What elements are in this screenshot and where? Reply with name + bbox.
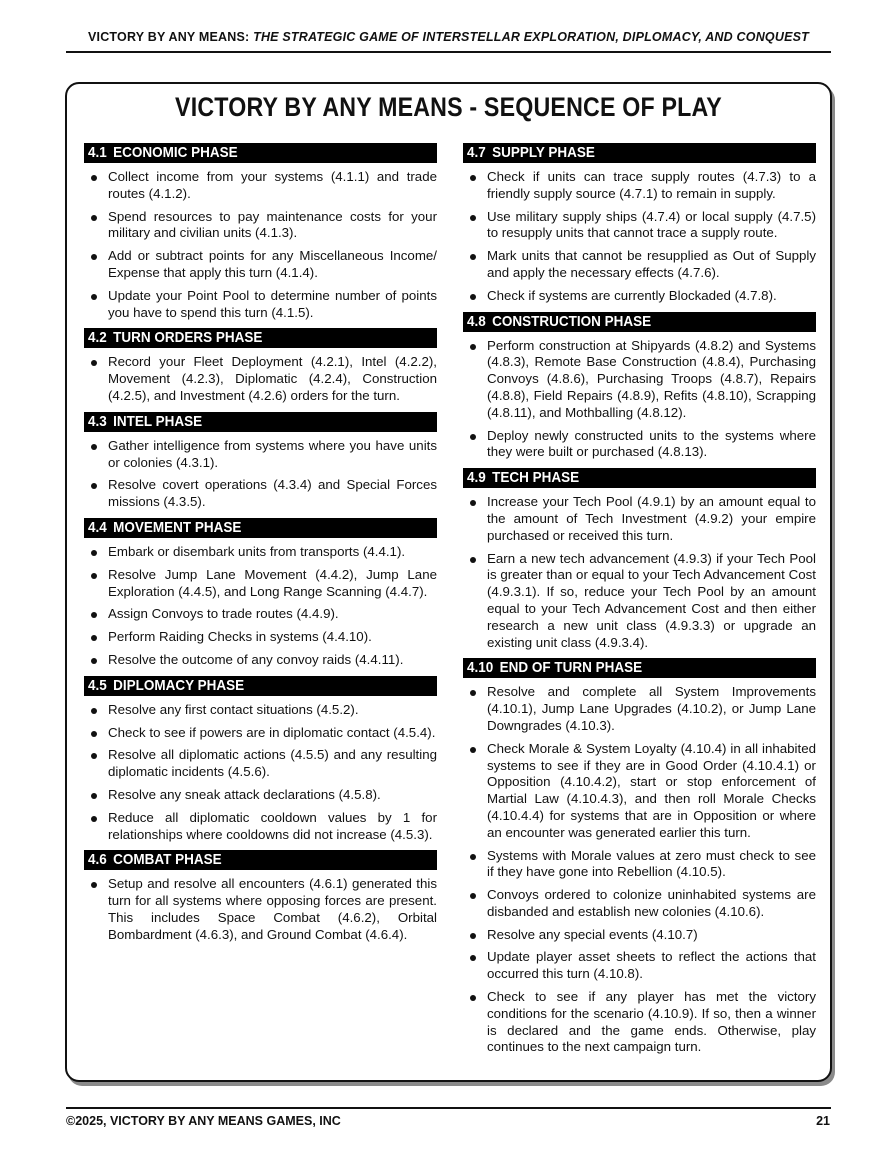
phase-name: TURN ORDERS PHASE (113, 329, 263, 347)
phase-step: Add or subtract points for any Miscellaneous Income/ Expense that apply this turn (4.1.4). (84, 248, 437, 282)
phase-heading (84, 328, 437, 348)
phase-number: 4.4 (88, 518, 107, 536)
phase-step: Record your Fleet Deployment (4.2.1), Intel (4.2.2), Movement (4.2.3), Diplomatic (4.2.4), Construction (4.2.5), and Investment (4.2.6) orders for the turn. (84, 354, 437, 404)
phase-heading (463, 312, 816, 332)
phase-step: Gather intelligence from systems where you have units or colonies (4.3.1). (84, 438, 437, 472)
phase-step: Assign Convoys to trade routes (4.4.9). (84, 606, 437, 623)
header-divider (66, 51, 831, 53)
phase-step: Embark or disembark units from transports (4.4.1). (84, 544, 437, 561)
phase-step-list (84, 348, 437, 404)
phase-step-list (463, 678, 816, 1056)
phase-step-list (84, 432, 437, 511)
phase-step: Spend resources to pay maintenance costs for your military and civilian units (4.1.3). (84, 209, 437, 243)
phase-heading (463, 658, 816, 678)
copyright: ©2025, VICTORY BY ANY MEANS GAMES, INC (66, 1114, 341, 1128)
phase-step-list (84, 163, 437, 321)
left-column (84, 143, 437, 951)
phase-step: Resolve the outcome of any convoy raids (4.4.11). (84, 652, 437, 669)
phase-step: Check if systems are currently Blockaded (4.7.8). (463, 288, 816, 305)
phase-section (463, 658, 816, 1056)
phase-number: 4.7 (467, 144, 486, 161)
phase-number: 4.10 (467, 659, 494, 677)
phase-step: Resolve covert operations (4.3.4) and Special Forces missions (4.3.5). (84, 477, 437, 511)
phase-step: Resolve any sneak attack declarations (4.5.8). (84, 787, 437, 804)
phase-number: 4.5 (88, 676, 107, 694)
phase-step-list (84, 696, 437, 844)
phase-step-list (463, 488, 816, 651)
phase-name: INTEL PHASE (113, 412, 203, 430)
phase-step: Check to see if any player has met the victory conditions for the scenario (4.10.9). If so, then a winner is declared and the game ends. Otherwise, play continues to the next campaign turn. (463, 989, 816, 1056)
phase-step: Increase your Tech Pool (4.9.1) by an amount equal to the amount of Tech Investment (4.9.2) your empire purchased or received this turn. (463, 494, 816, 544)
sequence-of-play-card (65, 82, 832, 1082)
running-header-main: VICTORY BY ANY MEANS: (88, 30, 250, 44)
phase-section (84, 412, 437, 511)
phase-section (84, 143, 437, 321)
phase-step: Update player asset sheets to reflect the actions that occurred this turn (4.10.8). (463, 949, 816, 983)
phase-heading (84, 850, 437, 870)
phase-step: Reduce all diplomatic cooldown values by 1 for relationships where cooldowns did not increase (4.5.3). (84, 810, 437, 844)
phase-name: TECH PHASE (492, 469, 580, 487)
phase-step: Resolve Jump Lane Movement (4.4.2), Jump Lane Exploration (4.4.5), and Long Range Scanning (4.4.7). (84, 567, 437, 601)
phase-step: Resolve all diplomatic actions (4.5.5) and any resulting diplomatic incidents (4.5.6). (84, 747, 437, 781)
phase-step: Update your Point Pool to determine number of points you have to spend this turn (4.1.5). (84, 288, 437, 322)
phase-section (463, 312, 816, 462)
phase-name: DIPLOMACY PHASE (113, 676, 245, 694)
phase-name: CONSTRUCTION PHASE (492, 312, 652, 330)
phase-number: 4.3 (88, 412, 107, 430)
phase-number: 4.6 (88, 851, 107, 869)
phase-heading (84, 676, 437, 696)
phase-step-list (463, 163, 816, 305)
phase-step: Deploy newly constructed units to the systems where they were built or purchased (4.8.13). (463, 428, 816, 462)
phase-name: ECONOMIC PHASE (113, 144, 238, 161)
phase-heading (463, 468, 816, 488)
running-header (66, 30, 831, 44)
phase-section (84, 850, 437, 943)
phase-step: Use military supply ships (4.7.4) or local supply (4.7.5) to resupply units that cannot trace a supply route. (463, 209, 816, 243)
phase-heading (84, 518, 437, 538)
phase-section (84, 676, 437, 844)
phase-heading (84, 143, 437, 163)
phase-step: Collect income from your systems (4.1.1) and trade routes (4.1.2). (84, 169, 437, 203)
phase-step: Resolve any first contact situations (4.5.2). (84, 702, 437, 719)
phase-step: Perform Raiding Checks in systems (4.4.10). (84, 629, 437, 646)
phase-step: Mark units that cannot be resupplied as Out of Supply and apply the necessary effects (4.7.6). (463, 248, 816, 282)
phase-step: Check Morale & System Loyalty (4.10.4) in all inhabited systems to see if they are in Good Order (4.10.4.1) or Opposition (4.10.4.2), start or stop enforcement of Martial Law (4.10.4.3), and then roll Morale Checks (4.10.4.4) for systems that are in Opposition or where an encounter was generated earlier this turn. (463, 741, 816, 842)
phase-step: Resolve any special events (4.10.7) (463, 927, 816, 944)
phase-section (463, 468, 816, 651)
phase-step: Earn a new tech advancement (4.9.3) if your Tech Pool is greater than or equal to your Tech Advancement Cost (4.9.3.1). If so, reduce your Tech Pool by an amount equal to your Tech Advancement Cost and then either research a new unit class (4.9.3.3) or upgrade an existing unit class (4.9.3.4). (463, 551, 816, 652)
phase-step: Setup and resolve all encounters (4.6.1) generated this turn for all systems where opposing forces are present. This includes Space Combat (4.6.2), Orbital Bombardment (4.6.3), and Ground Combat (4.6.4). (84, 876, 437, 943)
phase-name: SUPPLY PHASE (492, 144, 595, 161)
phase-name: MOVEMENT PHASE (113, 518, 242, 536)
phase-step: Convoys ordered to colonize uninhabited systems are disbanded and establish new colonies (4.10.6). (463, 887, 816, 921)
phase-heading (463, 143, 816, 163)
phase-section (463, 143, 816, 305)
right-column (463, 143, 816, 1063)
phase-number: 4.1 (88, 144, 107, 161)
phase-name: COMBAT PHASE (113, 851, 222, 869)
footer-divider (66, 1107, 831, 1109)
phase-step-list (463, 332, 816, 462)
page-number: 21 (816, 1114, 830, 1128)
phase-heading (84, 412, 437, 432)
phase-step: Resolve and complete all System Improvements (4.10.1), Jump Lane Upgrades (4.10.2), or Jump Lane Downgrades (4.10.3). (463, 684, 816, 734)
phase-step: Check to see if powers are in diplomatic contact (4.5.4). (84, 725, 437, 742)
page-title: VICTORY BY ANY MEANS - SEQUENCE OF PLAY (175, 92, 722, 122)
phase-step: Systems with Morale values at zero must check to see if they have gone into Rebellion (4.10.5). (463, 848, 816, 882)
phase-step: Perform construction at Shipyards (4.8.2) and Systems (4.8.3), Remote Base Construction (4.8.4), Purchasing Convoys (4.8.6), Purchasing Troops (4.8.7), Repairs (4.8.8), Field Repairs (4.8.9), Refits (4.8.10), Scrapping (4.8.11), and Mothballing (4.8.12). (463, 338, 816, 422)
running-header-subtitle: THE STRATEGIC GAME OF INTERSTELLAR EXPLORATION, DIPLOMACY, AND CONQUEST (253, 30, 809, 44)
phase-step-list (84, 538, 437, 669)
phase-number: 4.9 (467, 469, 486, 487)
phase-number: 4.8 (467, 312, 486, 330)
phase-number: 4.2 (88, 329, 107, 347)
phase-section (84, 518, 437, 669)
phase-step: Check if units can trace supply routes (4.7.3) to a friendly supply source (4.7.1) to remain in supply. (463, 169, 816, 203)
phase-section (84, 328, 437, 404)
phase-name: END OF TURN PHASE (499, 659, 643, 677)
phase-step-list (84, 870, 437, 943)
